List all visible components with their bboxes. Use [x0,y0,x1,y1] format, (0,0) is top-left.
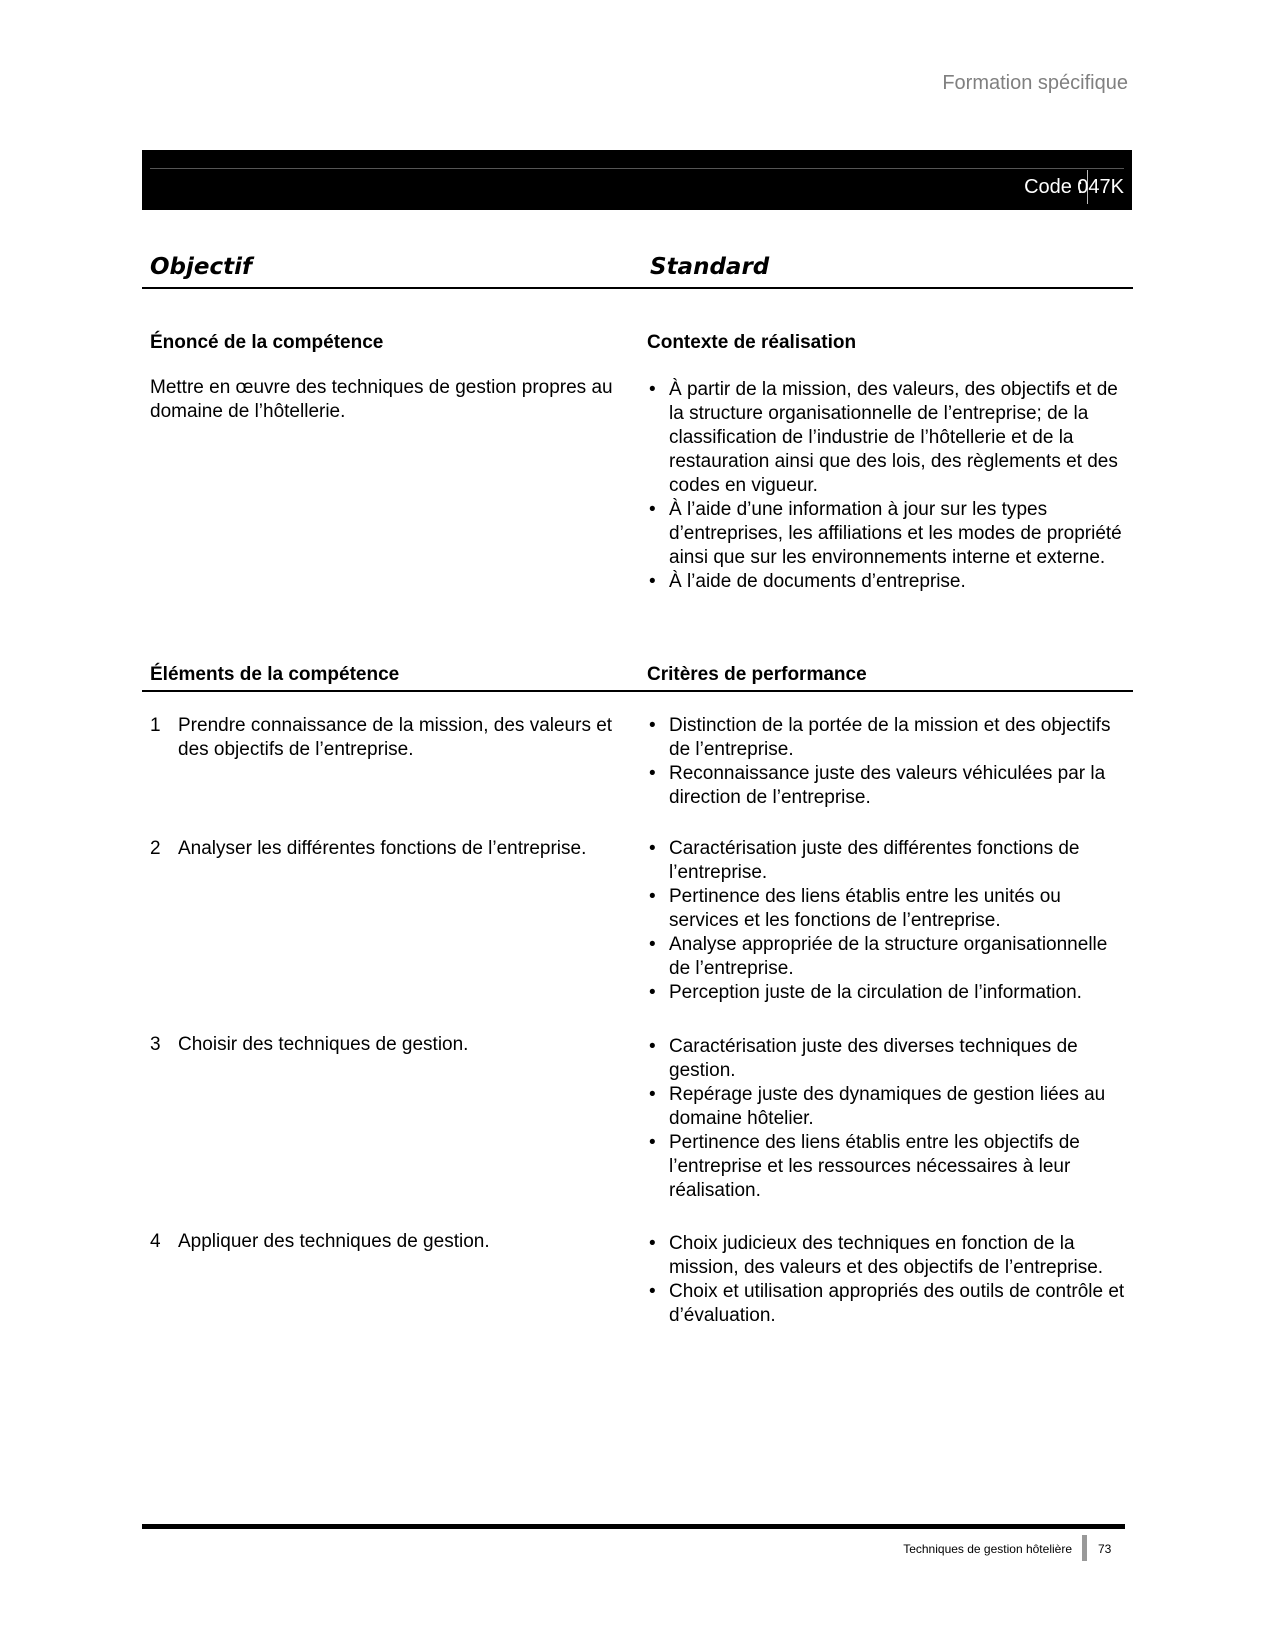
code-label: Code : [970,170,1088,204]
footer-separator [1082,1535,1087,1561]
contexte-list [647,378,1132,594]
element-text: Appliquer des techniques de gestion. [178,1231,490,1252]
criteria-item: • Caractérisation juste des diverses techniques de gestion. [647,1035,1132,1083]
criteria-item: • Reconnaissance juste des valeurs véhiculées par la direction de l’entreprise. [647,762,1132,810]
criteria-item: • Choix judicieux des techniques en fonction de la mission, des valeurs et des objectifs de l’entreprise. [647,1232,1132,1280]
element-number: 4 [150,1231,161,1252]
criteria-list [647,714,1132,810]
enonce-title: Énoncé de la compétence [150,332,384,353]
code-bar [142,150,1132,210]
element-item [150,837,630,861]
element-item [150,1033,630,1057]
criteria-list [647,837,1132,1005]
element-text: Choisir des techniques de gestion. [178,1034,469,1055]
criteria-item: • Choix et utilisation appropriés des outils de contrôle et d’évaluation. [647,1280,1132,1328]
contexte-item: • À partir de la mission, des valeurs, des objectifs et de la structure organisationnelle de l’entreprise; de la classification de l’industrie de l’hôtellerie et de la restauration ainsi que des lois, des règlements et des codes en vigueur. [647,378,1132,498]
code-bar-rule [150,168,1124,169]
criteria-list [647,1035,1132,1203]
criteria-item: • Pertinence des liens établis entre les objectifs de l’entreprise et les ressources nécessaires à leur réalisation. [647,1131,1132,1203]
criteria-item: • Perception juste de la circulation de l’information. [647,981,1132,1005]
element-number: 3 [150,1034,161,1055]
footer-rule [142,1524,1125,1529]
footer-title: Techniques de gestion hôtelière [903,1542,1072,1556]
heading-rule [142,287,1133,289]
standard-heading: Standard [650,254,770,280]
element-text: Analyser les différentes fonctions de l’entreprise. [178,838,587,859]
contexte-title: Contexte de réalisation [647,332,857,353]
elements-rule [142,690,1133,692]
element-item [150,714,630,762]
code-value: 047K [1077,176,1124,198]
element-item [150,1230,630,1254]
element-number: 1 [150,715,161,736]
elements-title: Éléments de la compétence [150,664,400,685]
element-number: 2 [150,838,161,859]
criteria-item: • Analyse appropriée de la structure organisationnelle de l’entreprise. [647,933,1132,981]
enonce-text: Mettre en œuvre des techniques de gestion propres au domaine de l’hôtellerie. [150,377,613,422]
contexte-item: • À l’aide de documents d’entreprise. [647,570,1132,594]
element-text: Prendre connaissance de la mission, des valeurs et des objectifs de l’entreprise. [178,715,613,760]
contexte-item: • À l’aide d’une information à jour sur les types d’entreprises, les affiliations et les modes de propriété ainsi que sur les environnements interne et externe. [647,498,1132,570]
criteria-item: • Repérage juste des dynamiques de gestion liées au domaine hôtelier. [647,1083,1132,1131]
criteria-item: • Pertinence des liens établis entre les unités ou services et les fonctions de l’entreprise. [647,885,1132,933]
objectif-heading: Objectif [150,254,253,280]
criteria-item: • Distinction de la portée de la mission et des objectifs de l’entreprise. [647,714,1132,762]
criteria-list [647,1232,1132,1328]
criteres-title: Critères de performance [647,664,867,685]
page-number: 73 [1098,1542,1112,1556]
criteria-item: • Caractérisation juste des différentes fonctions de l’entreprise. [647,837,1132,885]
section-label: Formation spécifique [942,72,1128,94]
